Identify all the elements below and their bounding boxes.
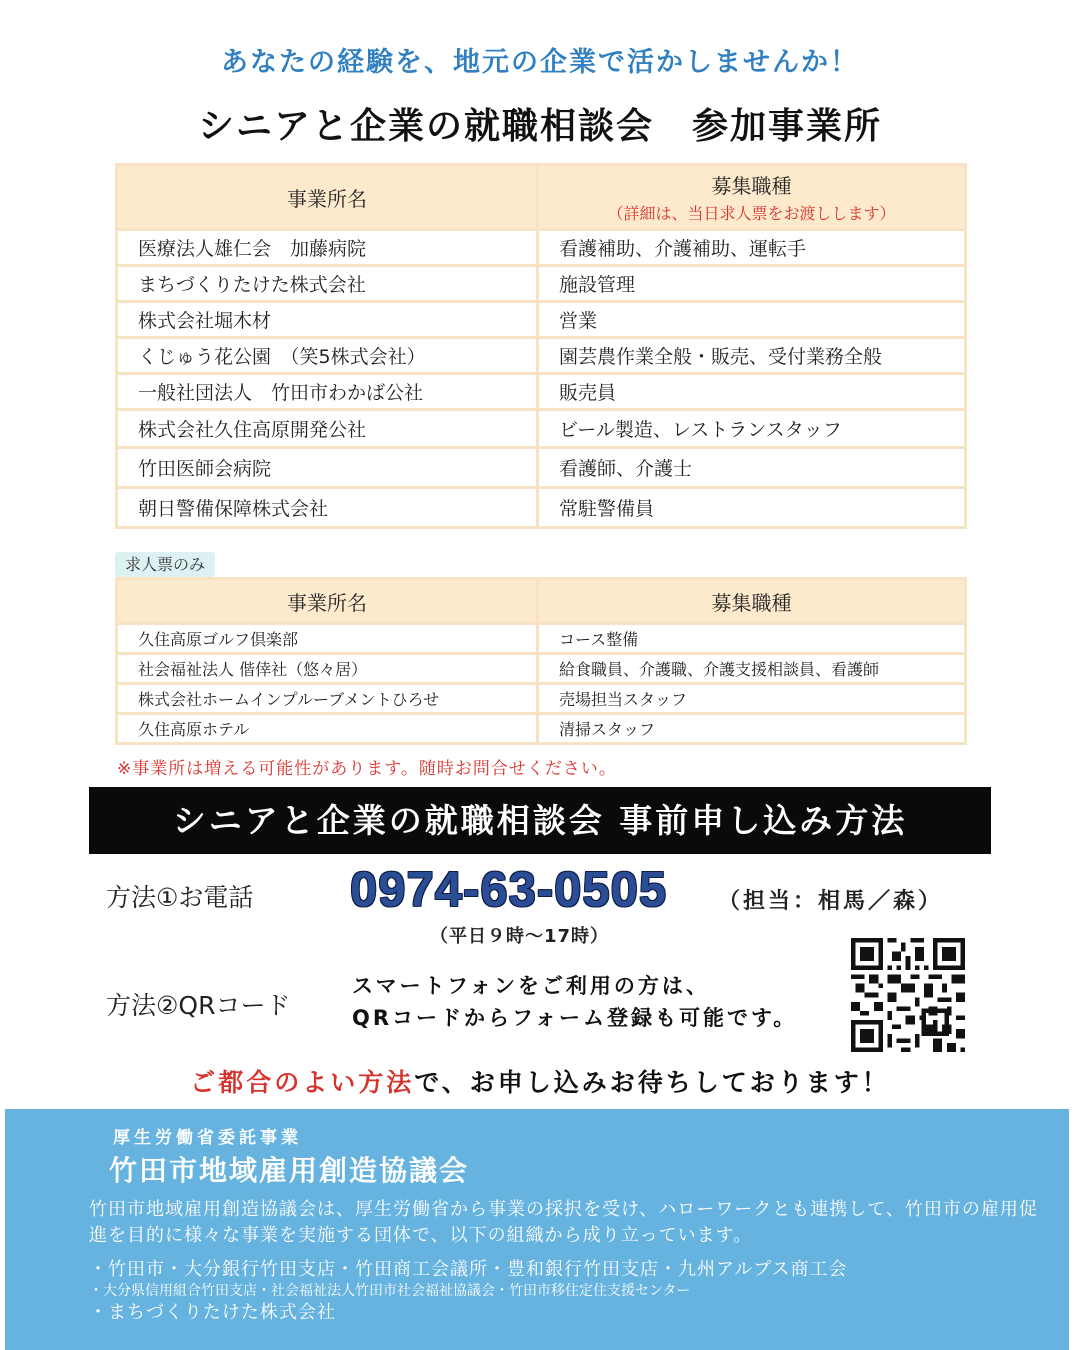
job-cell: コース整備: [538, 624, 966, 654]
table-header-company: 事業所名: [117, 579, 538, 624]
footer-subtitle: 厚生労働省委託事業: [113, 1128, 302, 1148]
job-cell: 施設管理: [538, 266, 966, 302]
table-row: [117, 230, 966, 266]
tagline: あなたの経験を、地元の企業で活かしませんか！: [221, 47, 859, 78]
company-cell: 朝日警備保障株式会社: [117, 488, 538, 528]
company-cell: 久住高原ホテル: [117, 714, 538, 744]
qr-instructions: [352, 970, 797, 1034]
job-cell: 清掃スタッフ: [538, 714, 966, 744]
company-cell: くじゅう花公園 （笑5株式会社）: [117, 338, 538, 374]
member-list-line3: ・まちづくりたけた株式会社: [89, 1302, 336, 1323]
company-cell: まちづくりたけた株式会社: [117, 266, 538, 302]
table-header-jobs-label: 募集職種: [711, 174, 792, 198]
table-row: [117, 302, 966, 338]
company-cell: 社会福祉法人 偕倖社（悠々居）: [117, 654, 538, 684]
table-row: [117, 410, 966, 448]
closing-rest: で、お申し込みお待ちしております！: [414, 1068, 890, 1097]
qr-instructions-line2: QRコードからフォーム登録も可能です。: [352, 1006, 798, 1030]
qr-instructions-line1: スマートフォンをご利用の方は、: [352, 974, 710, 998]
organization-name: 竹田市地域雇用創造協議会: [109, 1154, 470, 1187]
company-cell: 久住高原ゴルフ倶楽部: [117, 624, 538, 654]
job-cell: ビール製造、レストランスタッフ: [538, 410, 966, 448]
company-cell: 一般社団法人 竹田市わかば公社: [117, 374, 538, 410]
method2-label: 方法②QRコード: [106, 991, 291, 1020]
job-cell: 販売員: [538, 374, 966, 410]
application-method-banner: シニアと企業の就職相談会 事前申し込み方法: [89, 787, 991, 854]
job-cell: 看護師、介護士: [538, 448, 966, 488]
business-hours: （平日９時〜17時）: [430, 926, 610, 947]
member-list-line1: ・竹田市・大分銀行竹田支店・竹田商工会議所・豊和銀行竹田支店・九州アルプス商工会: [89, 1259, 848, 1280]
job-cell: 常駐警備員: [538, 488, 966, 528]
table-row: [117, 654, 966, 684]
page-title: シニアと企業の就職相談会 参加事業所: [197, 106, 882, 147]
table-row: [117, 624, 966, 654]
table-header-jobs: [538, 165, 966, 230]
table-header-jobs: 募集職種: [538, 579, 966, 624]
company-cell: 医療法人雄仁会 加藤病院: [117, 230, 538, 266]
footer-panel: [5, 1109, 1069, 1350]
table-row: [117, 448, 966, 488]
job-cell: 給食職員、介護職、介護支援相談員、看護師: [538, 654, 966, 684]
method1-label: 方法①お電話: [106, 883, 254, 912]
job-cell: 売場担当スタッフ: [538, 684, 966, 714]
table-row: [117, 338, 966, 374]
participants-table: [115, 163, 967, 529]
phone-number[interactable]: 0974-63-0505: [350, 863, 668, 917]
closing-message: [0, 1063, 1080, 1099]
listing-only-table: [115, 577, 967, 745]
company-cell: 株式会社堀木材: [117, 302, 538, 338]
company-cell: 株式会社久住高原開発公社: [117, 410, 538, 448]
table-header-company: 事業所名: [117, 165, 538, 230]
job-cell: 看護補助、介護補助、運転手: [538, 230, 966, 266]
table-header-note: （詳細は、当日求人票をお渡しします）: [607, 204, 896, 223]
job-cell: 営業: [538, 302, 966, 338]
disclaimer-note: ※事業所は増える可能性があります。随時お問合せください。: [117, 759, 617, 779]
table-row: [117, 374, 966, 410]
member-list-line2: ・大分県信用組合竹田支店・社会福祉法人竹田市社会福祉協議会・竹田市移住定住支援センター: [89, 1283, 691, 1299]
company-cell: 竹田医師会病院: [117, 448, 538, 488]
table-row: [117, 684, 966, 714]
job-cell: 園芸農作業全般・販売、受付業務全般: [538, 338, 966, 374]
qr-code-icon[interactable]: [851, 938, 965, 1052]
table-row: [117, 266, 966, 302]
contact-persons: （担当：相馬／森）: [718, 889, 944, 914]
table-row: [117, 714, 966, 744]
table-row: [117, 488, 966, 528]
closing-emphasis: ご都合のよい方法: [190, 1068, 415, 1097]
company-cell: 株式会社ホームインプルーブメントひろせ: [117, 684, 538, 714]
organization-description: 竹田市地域雇用創造協議会は、厚生労働省から事業の採択を受け、ハローワークとも連携して、竹田市の雇用促進を目的に様々な事業を実施する団体で、以下の組織から成り立っています。: [89, 1199, 1038, 1246]
job-listing-only-badge: 求人票のみ: [115, 552, 215, 577]
